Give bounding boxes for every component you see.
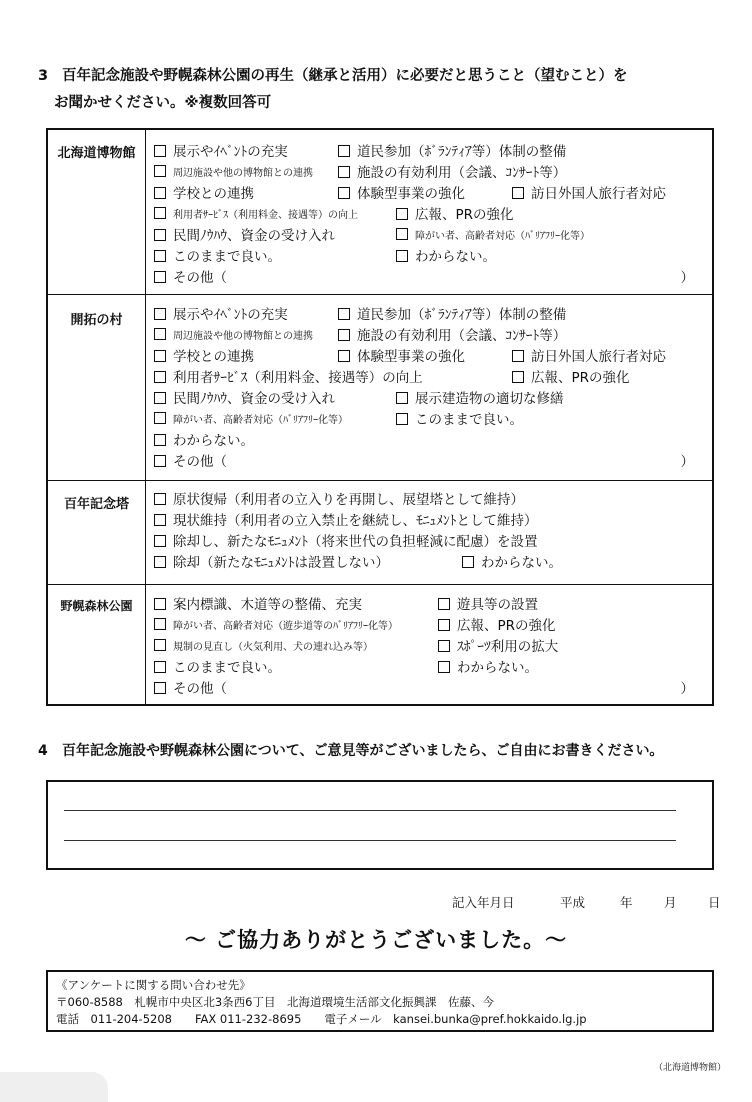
contact-address: 〒060-8588 札幌市中央区北3条西6丁目 北海道環境生活部文化振興課 佐藤、今 bbox=[56, 995, 494, 1009]
option-checkbox[interactable]: このままで良い。 bbox=[154, 247, 281, 268]
option-checkbox[interactable]: このままで良い。 bbox=[396, 410, 523, 431]
question-number: 4 bbox=[38, 743, 48, 759]
option-checkbox[interactable]: 学校との連携 bbox=[154, 347, 254, 368]
option-checkbox[interactable]: 展示やｲﾍﾞﾝﾄの充実 bbox=[154, 142, 288, 163]
option-checkbox[interactable]: 除却し、新たなﾓﾆｭﾒﾝﾄ（将来世代の負担軽減に配慮）を設置 bbox=[154, 532, 538, 553]
contact-heading: 《アンケートに関する問い合わせ先》 bbox=[56, 978, 251, 992]
date-label: 記入年月日 bbox=[452, 895, 515, 910]
option-checkbox[interactable]: 広報、PRの強化 bbox=[438, 616, 556, 637]
option-checkbox[interactable]: 障がい者、高齢者対応（遊歩道等のﾊﾞﾘｱﾌﾘｰ化等） bbox=[154, 616, 398, 637]
option-checkbox[interactable]: 規制の見直し（火気利用、犬の連れ込み等） bbox=[154, 637, 373, 658]
option-checkbox[interactable]: 周辺施設や他の博物館との連携 bbox=[154, 326, 313, 347]
option-checkbox[interactable]: わからない。 bbox=[438, 658, 538, 679]
option-checkbox[interactable]: 民間ﾉｳﾊｳ、資金の受け入れ bbox=[154, 226, 335, 247]
date-month: 月 bbox=[664, 895, 677, 910]
writing-line bbox=[64, 810, 676, 811]
close-paren: ） bbox=[680, 270, 694, 286]
section-label: 野幌森林公園 bbox=[48, 585, 146, 704]
writing-line bbox=[64, 840, 676, 841]
section-park bbox=[48, 584, 712, 704]
section-museum bbox=[48, 130, 712, 294]
thank-you-message: ～ ご協力ありがとうございました。～ bbox=[184, 928, 568, 952]
option-checkbox[interactable]: 施設の有効利用（会議、ｺﾝｻｰﾄ等） bbox=[338, 163, 566, 184]
option-checkbox[interactable]: 広報、PRの強化 bbox=[396, 205, 514, 226]
option-checkbox[interactable]: 広報、PRの強化 bbox=[512, 368, 630, 389]
option-checkbox[interactable]: 道民参加（ﾎﾞﾗﾝﾃｨｱ等）体制の整備 bbox=[338, 305, 566, 326]
option-checkbox[interactable]: 原状復帰（利用者の立入りを再開し、展望塔として維持） bbox=[154, 490, 524, 511]
question-4 bbox=[38, 740, 663, 760]
option-checkbox-other[interactable]: その他（ bbox=[154, 452, 227, 473]
option-checkbox[interactable]: 利用者ｻｰﾋﾞｽ（利用料金、接遇等）の向上 bbox=[154, 205, 358, 226]
option-checkbox[interactable]: 体験型事業の強化 bbox=[338, 347, 465, 368]
question-3-line1 bbox=[38, 64, 628, 85]
option-checkbox[interactable]: 除却（新たなﾓﾆｭﾒﾝﾄは設置しない） bbox=[154, 553, 389, 574]
option-checkbox[interactable]: 展示やｲﾍﾞﾝﾄの充実 bbox=[154, 305, 288, 326]
close-paren: ） bbox=[680, 454, 694, 470]
section-tower bbox=[48, 480, 712, 584]
question-number: 3 bbox=[38, 68, 49, 84]
option-checkbox[interactable]: 障がい者、高齢者対応（ﾊﾞﾘｱﾌﾘｰ化等） bbox=[396, 226, 590, 247]
option-checkbox[interactable]: 障がい者、高齢者対応（ﾊﾞﾘｱﾌﾘｰ化等） bbox=[154, 410, 348, 431]
question-3-line2: お聞かせください。※複数回答可 bbox=[54, 95, 272, 111]
free-comment-box[interactable] bbox=[46, 780, 714, 870]
page-corner bbox=[0, 1072, 108, 1102]
option-checkbox-other[interactable]: その他（ bbox=[154, 268, 227, 289]
date-day: 日 bbox=[708, 895, 721, 910]
option-checkbox[interactable]: 施設の有効利用（会議、ｺﾝｻｰﾄ等） bbox=[338, 326, 566, 347]
option-checkbox-other[interactable]: その他（ bbox=[154, 679, 227, 700]
option-checkbox[interactable]: 訪日外国人旅行者対応 bbox=[512, 347, 666, 368]
option-checkbox[interactable]: 民間ﾉｳﾊｳ、資金の受け入れ bbox=[154, 389, 335, 410]
option-checkbox[interactable]: 道民参加（ﾎﾞﾗﾝﾃｨｱ等）体制の整備 bbox=[338, 142, 566, 163]
footer-source: （北海道博物館） bbox=[653, 1063, 726, 1073]
option-checkbox[interactable]: このままで良い。 bbox=[154, 658, 281, 679]
option-checkbox[interactable]: わからない。 bbox=[462, 553, 562, 574]
question-text: 百年記念施設や野幌森林公園について、ご意見等がございましたら、ご自由にお書きください。 bbox=[62, 743, 664, 759]
option-checkbox[interactable]: 案内標識、木道等の整備、充実 bbox=[154, 595, 362, 616]
option-checkbox[interactable]: 利用者ｻｰﾋﾞｽ（利用料金、接遇等）の向上 bbox=[154, 368, 423, 389]
option-checkbox[interactable]: ｽﾎﾟｰﾂ利用の拡大 bbox=[438, 637, 558, 658]
contact-phone: 電話 011-204-5208 FAX 011-232-8695 電子メール kansei.bunka@pref.hokkaido.lg.jp bbox=[56, 1012, 587, 1026]
option-checkbox[interactable]: 展示建造物の適切な修繕 bbox=[396, 389, 564, 410]
option-checkbox[interactable]: 現状維持（利用者の立入禁止を継続し、ﾓﾆｭﾒﾝﾄとして維持） bbox=[154, 511, 538, 532]
date-year: 年 bbox=[620, 895, 633, 910]
option-checkbox[interactable]: 遊具等の設置 bbox=[438, 595, 538, 616]
option-checkbox[interactable]: 周辺施設や他の博物館との連携 bbox=[154, 163, 313, 184]
section-village bbox=[48, 294, 712, 480]
option-checkbox[interactable]: わからない。 bbox=[154, 431, 254, 452]
section-label: 開拓の村 bbox=[48, 295, 146, 480]
survey-table bbox=[46, 128, 714, 706]
close-paren: ） bbox=[680, 681, 694, 697]
option-checkbox[interactable]: わからない。 bbox=[396, 247, 496, 268]
question-text: 百年記念施設や野幌森林公園の再生（継承と活用）に必要だと思うこと（望むこと）を bbox=[62, 68, 628, 84]
option-checkbox[interactable]: 学校との連携 bbox=[154, 184, 254, 205]
section-label: 百年記念塔 bbox=[48, 481, 146, 584]
contact-box bbox=[46, 970, 714, 1032]
option-checkbox[interactable]: 訪日外国人旅行者対応 bbox=[512, 184, 666, 205]
option-checkbox[interactable]: 体験型事業の強化 bbox=[338, 184, 465, 205]
date-era: 平成 bbox=[560, 895, 586, 910]
section-label: 北海道博物館 bbox=[48, 130, 146, 294]
